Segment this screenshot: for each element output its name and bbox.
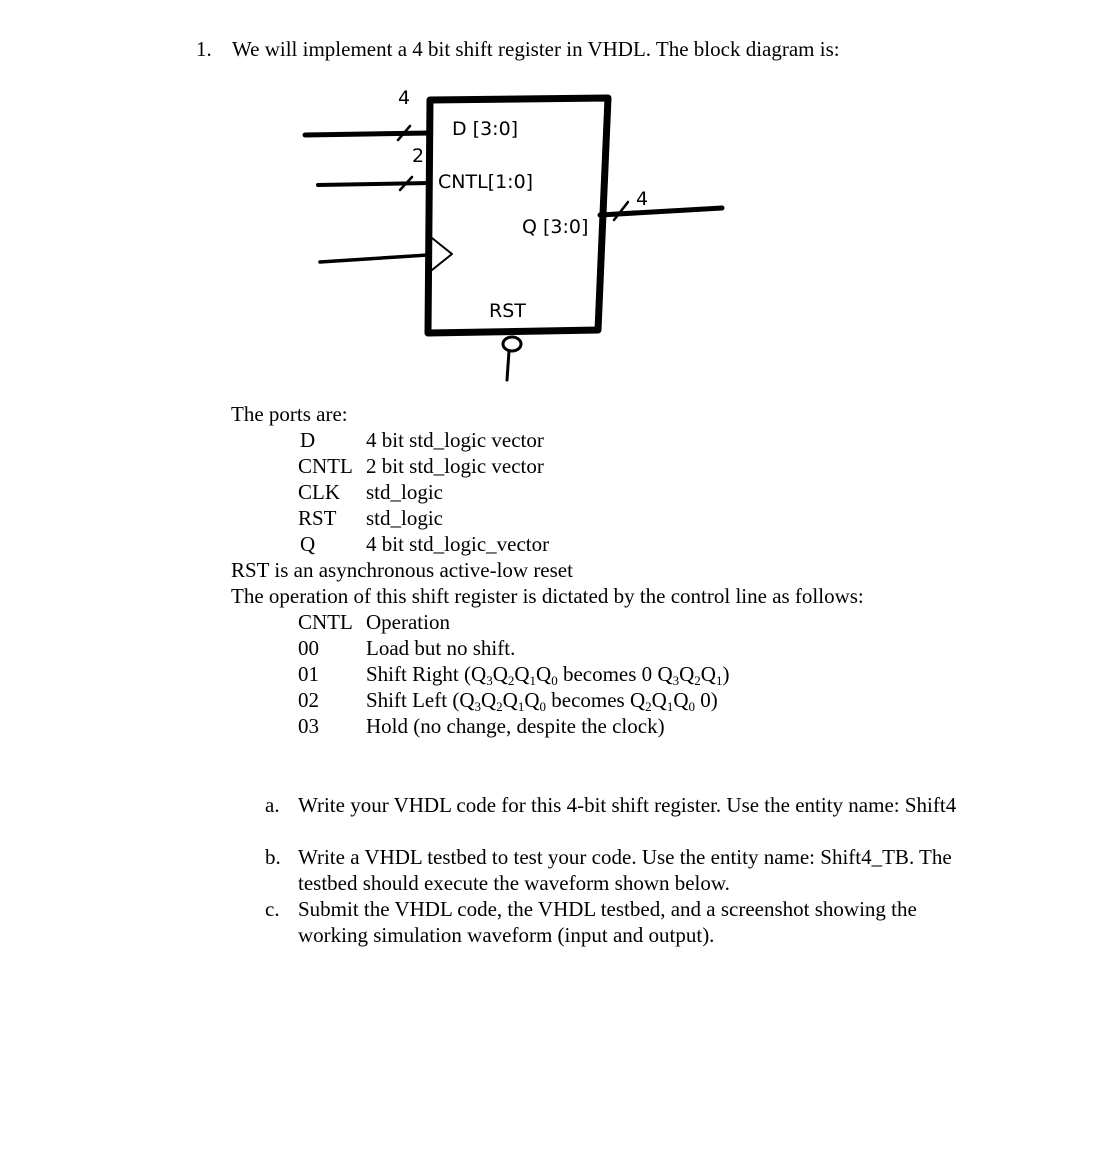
q-index: 1: [715, 673, 723, 688]
operation-row: [0, 713, 1093, 739]
port-name: CNTL: [298, 454, 353, 478]
q-index: 2: [694, 673, 701, 688]
port-row: [0, 427, 1093, 453]
q-index: 2: [496, 699, 503, 714]
rst-port-label: RST: [489, 300, 526, 322]
q-index: 3: [672, 673, 680, 688]
cntl-bus-wire: [318, 183, 430, 185]
operation-desc: [366, 661, 729, 687]
operation-code: 00: [298, 636, 319, 660]
q-bus-slash: [614, 202, 628, 220]
q-index: 1: [517, 699, 525, 714]
op-header-operation: Operation: [366, 610, 450, 634]
ports-heading: The ports are:: [231, 402, 348, 426]
operation-text: ): [722, 662, 730, 686]
operation-text: Shift Right (: [366, 662, 472, 686]
task-text: Write your VHDL code for this 4-bit shift register. Use the entity name: Shift4: [298, 793, 957, 817]
operation-desc: [366, 713, 665, 739]
operation-text: Shift Left (: [366, 688, 460, 712]
task-label: a.: [265, 793, 280, 817]
operation-desc: [366, 635, 515, 661]
cntl-port-label: CNTL[1:0]: [438, 171, 534, 193]
question-text: We will implement a 4 bit shift register in VHDL. The block diagram is:: [232, 37, 840, 61]
q-index: 0: [688, 699, 695, 714]
task-label: c.: [265, 897, 280, 921]
operation-text: 0): [695, 688, 718, 712]
question-number: 1.: [196, 37, 212, 61]
port-name: D: [300, 428, 316, 452]
port-row: [0, 479, 1093, 505]
operation-row: [0, 687, 1093, 713]
operation-text: becomes 0: [557, 662, 658, 686]
d-port-label: D [3:0]: [452, 118, 519, 140]
port-row: [0, 453, 1093, 479]
q-bits: $Q_3Q_2Q_1Q_0$: [459, 688, 546, 714]
port-type: std_logic: [366, 480, 443, 504]
q-bits: $Q_3Q_2Q_1$: [657, 662, 723, 688]
port-row: [0, 505, 1093, 531]
d-bus-width: 4: [398, 87, 411, 109]
q-bits: $Q_2Q_1Q_0$: [629, 688, 695, 714]
q-index: 0: [551, 673, 558, 688]
reset-note: RST is an asynchronous active-low reset: [231, 558, 573, 582]
port-name: Q: [300, 532, 316, 556]
op-header-cntl: CNTL: [298, 610, 353, 634]
operation-intro: The operation of this shift register is dictated by the control line as follows:: [231, 584, 864, 608]
port-type: 4 bit std_logic_vector: [366, 532, 550, 556]
task-text: Submit the VHDL code, the VHDL testbed, and a screenshot showing the working simulation waveform (input and output).: [298, 897, 917, 947]
operation-text: Load but no shift.: [366, 636, 516, 660]
port-type: 2 bit std_logic vector: [366, 454, 544, 478]
rst-bubble: [503, 337, 521, 351]
q-index: 1: [529, 673, 537, 688]
q-index: 2: [645, 699, 652, 714]
operation-code: 03: [298, 714, 319, 738]
clk-wire: [320, 255, 428, 262]
q-index: 2: [507, 673, 515, 688]
q-port-label: Q [3:0]: [522, 216, 589, 238]
cntl-bus-width: 2: [412, 145, 425, 167]
task-text: Write a VHDL testbed to test your code. Use the entity name: Shift4_TB. The testbed should execute the waveform shown below.: [298, 845, 952, 895]
operation-desc: [366, 687, 718, 713]
operation-text: Hold (no change, despite the clock): [366, 714, 665, 738]
d-bus-wire: [305, 133, 430, 135]
operation-code: 01: [298, 662, 319, 686]
operation-row: [0, 635, 1093, 661]
operation-text: becomes: [546, 688, 630, 712]
operation-code: 02: [298, 688, 319, 712]
q-index: 0: [539, 699, 546, 714]
port-type: 4 bit std_logic vector: [366, 428, 544, 452]
q-bits: $Q_3Q_2Q_1Q_0$: [471, 662, 558, 688]
port-name: RST: [298, 506, 337, 530]
q-index: 3: [486, 673, 493, 688]
q-index: 1: [666, 699, 674, 714]
port-row: [0, 531, 1093, 557]
port-type: std_logic: [366, 506, 443, 530]
rst-wire: [507, 351, 509, 380]
block-diagram: [0, 0, 1093, 400]
task-label: b.: [265, 845, 281, 869]
clock-triangle: [432, 238, 452, 270]
port-name: CLK: [298, 480, 340, 504]
q-bus-width: 4: [636, 188, 649, 210]
operation-row: [0, 661, 1093, 687]
q-index: 3: [474, 699, 481, 714]
